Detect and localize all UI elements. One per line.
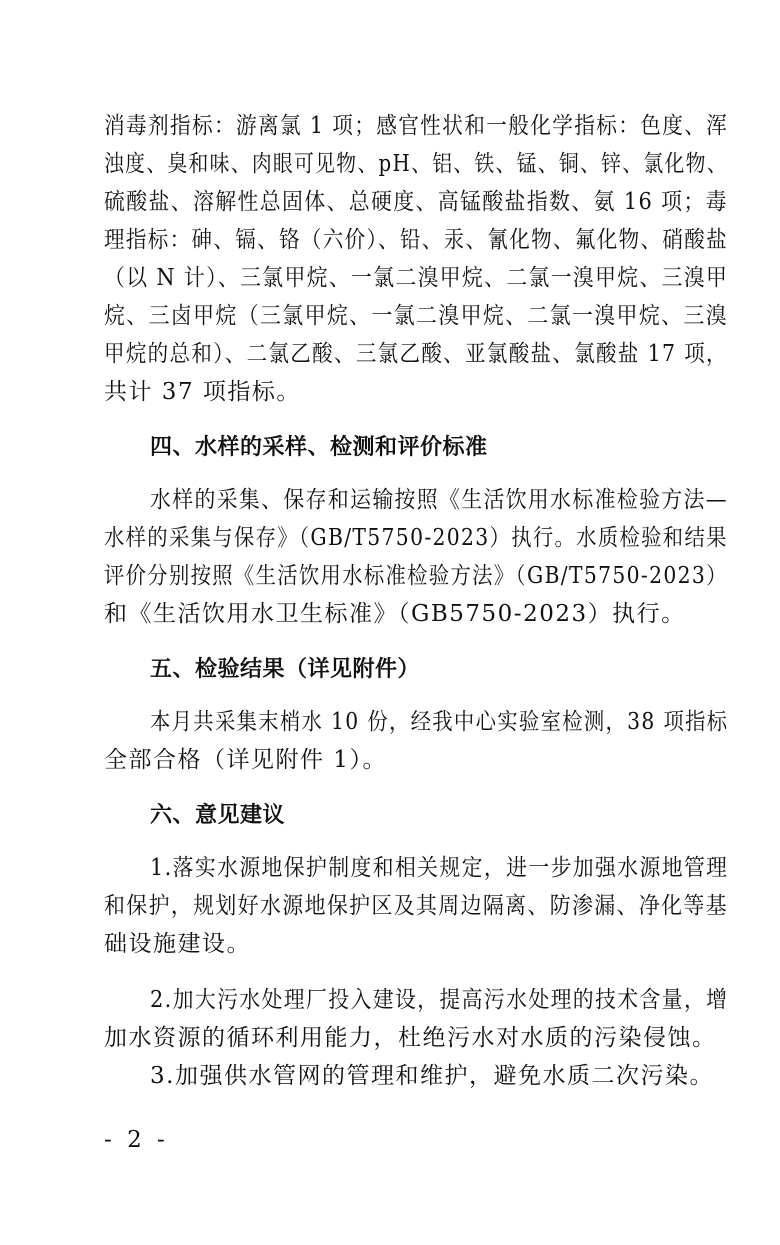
paragraph-line: 水样的采集、保存和运输按照《生活饮用水标准检验方法—	[150, 487, 729, 513]
paragraph-line: 硫酸盐、溶解性总固体、总硬度、高锰酸盐指数、氨 16 项；毒	[104, 189, 728, 215]
suggestion-item: 1.落实水源地保护制度和相关规定，进一步加强水源地管理	[150, 855, 729, 881]
paragraph-line: 甲烷的总和）、二氯乙酸、三氯乙酸、亚氯酸盐、氯酸盐 17 项，	[104, 341, 728, 367]
paragraph-line: 消毒剂指标：游离氯 1 项；感官性状和一般化学指标：色度、浑	[104, 113, 729, 139]
suggestion-item: 3.加强供水管网的管理和维护，避免水质二次污染。	[150, 1063, 714, 1089]
paragraph-line: 评价分别按照《生活饮用水标准检验方法》（GB/T5750-2023）	[104, 563, 728, 589]
paragraph-line: 共计 37 项指标。	[104, 379, 301, 405]
section-heading-sampling: 四、水样的采样、检测和评价标准	[150, 435, 488, 460]
paragraph-line: 浊度、臭和味、肉眼可见物、pH、铝、铁、锰、铜、锌、氯化物、	[104, 151, 728, 177]
suggestion-item: 加水资源的循环利用能力，杜绝污水对水质的污染侵蚀。	[104, 1025, 717, 1051]
paragraph-line: 本月共采集末梢水 10 份，经我中心实验室检测，38 项指标	[150, 709, 729, 735]
paragraph-line: 和《生活饮用水卫生标准》（GB5750-2023）执行。	[104, 601, 686, 627]
suggestion-item: 2.加大污水处理厂投入建设，提高污水处理的技术含量，增	[150, 987, 729, 1013]
paragraph-line: 理指标：砷、镉、铬（六价）、铅、汞、氰化物、氟化物、硝酸盐	[104, 227, 728, 253]
suggestion-item: 和保护，规划好水源地保护区及其周边隔离、防渗漏、净化等基	[104, 893, 728, 919]
page-number: - 2 -	[104, 1127, 169, 1153]
section-heading-results: 五、检验结果（详见附件）	[150, 657, 421, 682]
paragraph-line: 烷、三卤甲烷（三氯甲烷、一氯二溴甲烷、二氯一溴甲烷、三溴	[104, 303, 728, 329]
paragraph-line: 全部合格（详见附件 1）。	[104, 747, 387, 773]
paragraph-line: （以 N 计）、三氯甲烷、一氯二溴甲烷、二氯一溴甲烷、三溴甲	[104, 265, 729, 291]
paragraph-line: 水样的采集与保存》（GB/T5750-2023）执行。水质检验和结果	[104, 525, 728, 551]
suggestion-item: 础设施建设。	[104, 931, 251, 957]
section-heading-suggestions: 六、意见建议	[150, 803, 286, 828]
